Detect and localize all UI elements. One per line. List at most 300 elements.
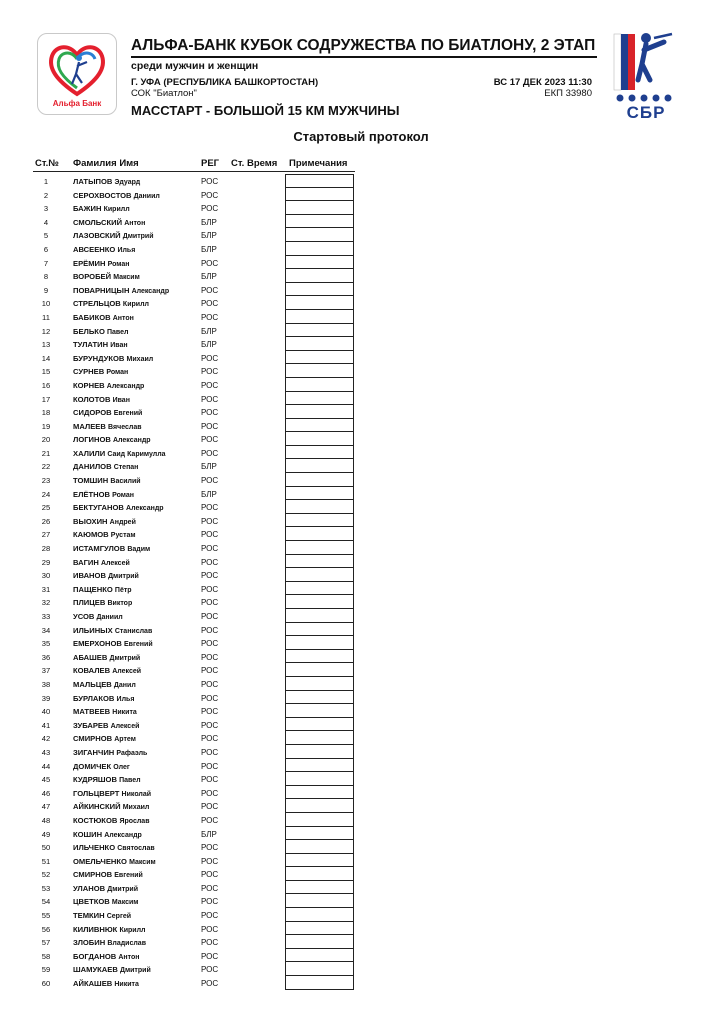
region-code: РОС: [201, 747, 219, 757]
notes-cell: [285, 324, 354, 338]
ekp-code: ЕКП 33980: [544, 88, 592, 99]
athlete-first-name: Максим: [111, 899, 139, 907]
start-number: 21: [41, 448, 51, 458]
start-number: 58: [41, 951, 51, 961]
athlete-name: [73, 408, 142, 417]
start-number: 48: [41, 815, 51, 825]
region-code: РОС: [201, 598, 219, 608]
athlete-surname: МАЛЬЦЕВ: [73, 679, 112, 689]
athlete-name: [73, 340, 128, 349]
athlete-name: [73, 381, 144, 390]
table-row: [33, 745, 355, 759]
athlete-first-name: Дмитрий: [122, 233, 154, 241]
table-row: [33, 364, 355, 378]
start-number: 59: [41, 965, 51, 975]
region-code: РОС: [201, 815, 219, 825]
region-code: РОС: [201, 557, 219, 567]
region-code: БЛР: [201, 244, 217, 254]
athlete-first-name: Рафаэль: [116, 749, 148, 757]
biathlete-icon: [612, 28, 678, 104]
notes-cell: [285, 473, 354, 487]
athlete-surname: ЛОГИНОВ: [73, 435, 111, 445]
table-row: [33, 840, 355, 854]
region-code: РОС: [201, 843, 219, 853]
start-number: 18: [41, 408, 51, 418]
region-code: РОС: [201, 544, 219, 554]
table-row: [33, 786, 355, 800]
athlete-surname: ПЛИЦЕВ: [73, 598, 106, 608]
notes-cell: [285, 364, 354, 378]
notes-cell: [285, 174, 354, 188]
region-code: РОС: [201, 503, 219, 513]
notes-cell: [285, 813, 354, 827]
athlete-first-name: Святослав: [117, 845, 155, 853]
notes-cell: [285, 555, 354, 569]
table-row: [33, 283, 355, 297]
region-code: РОС: [201, 476, 219, 486]
notes-cell: [285, 786, 354, 800]
start-number: 54: [41, 897, 51, 907]
table-row: [33, 432, 355, 446]
notes-cell: [285, 976, 354, 990]
athlete-surname: БЕЛЬКО: [73, 326, 105, 336]
region-code: РОС: [201, 979, 219, 989]
region-code: РОС: [201, 652, 219, 662]
table-row: [33, 392, 355, 406]
notes-cell: [285, 392, 354, 406]
table-row: [33, 473, 355, 487]
region-code: РОС: [201, 965, 219, 975]
region-code: РОС: [201, 584, 219, 594]
athlete-name: [73, 857, 156, 866]
athlete-first-name: Евгений: [124, 641, 153, 649]
region-code: РОС: [201, 775, 219, 785]
start-number: 2: [43, 190, 49, 200]
start-number: 45: [41, 775, 51, 785]
table-row: [33, 296, 355, 310]
region-code: РОС: [201, 720, 219, 730]
athlete-surname: АВСЕЕНКО: [73, 244, 116, 254]
start-number: 52: [41, 870, 51, 880]
start-number: 20: [41, 435, 51, 445]
start-number: 10: [41, 299, 51, 309]
notes-cell: [285, 609, 354, 623]
notes-cell: [285, 650, 354, 664]
athlete-surname: КАЮМОВ: [73, 530, 109, 540]
region-code: РОС: [201, 530, 219, 540]
athlete-surname: СМОЛЬСКИЙ: [73, 217, 123, 227]
table-row: [33, 419, 355, 433]
start-number: 42: [41, 734, 51, 744]
start-number: 55: [41, 911, 51, 921]
notes-cell: [285, 188, 354, 202]
column-header-region: РЕГ: [201, 158, 220, 169]
region-code: РОС: [201, 516, 219, 526]
athlete-name: [73, 694, 134, 703]
notes-cell: [285, 351, 354, 365]
start-number: 32: [41, 598, 51, 608]
athlete-name: [73, 666, 141, 675]
notes-cell: [285, 636, 354, 650]
athlete-first-name: Роман: [112, 491, 135, 499]
notes-cell: [285, 500, 354, 514]
notes-cell: [285, 745, 354, 759]
start-number: 1: [43, 177, 49, 186]
athlete-first-name: Иван: [112, 396, 130, 404]
athlete-name: [73, 490, 134, 499]
athlete-surname: ВЫОХИН: [73, 516, 108, 526]
event-name: МАССТАРТ - БОЛЬШОЙ 15 КМ МУЖЧИНЫ: [131, 103, 400, 118]
athlete-surname: СМИРНОВ: [73, 734, 113, 744]
athlete-name: [73, 680, 136, 689]
athlete-surname: ХАЛИЛИ: [73, 448, 106, 458]
athlete-name: [73, 598, 132, 607]
start-number: 9: [43, 285, 49, 295]
table-row: [33, 704, 355, 718]
notes-cell: [285, 772, 354, 786]
sbr-wordmark: СБР: [626, 103, 666, 122]
region-code: РОС: [201, 734, 219, 744]
athlete-name: [73, 639, 153, 648]
athlete-surname: СИДОРОВ: [73, 408, 112, 418]
athlete-surname: УСОВ: [73, 612, 95, 621]
table-row: [33, 568, 355, 582]
venue-city: Г. УФА (РЕСПУБЛИКА БАШКОРТОСТАН): [131, 77, 319, 88]
athlete-name: [73, 422, 142, 431]
athlete-first-name: Дмитрий: [109, 654, 141, 662]
region-code: РОС: [201, 856, 219, 866]
athlete-name: [73, 802, 149, 811]
region-code: РОС: [201, 666, 219, 676]
title-divider: [131, 56, 597, 58]
table-row: [33, 174, 355, 188]
athlete-name: [73, 435, 151, 444]
athlete-name: [73, 830, 142, 839]
table-row: [33, 324, 355, 338]
table-row: [33, 663, 355, 677]
notes-cell: [285, 663, 354, 677]
athlete-surname: АЙКИНСКИЙ: [73, 802, 121, 812]
region-code: БЛР: [201, 326, 217, 336]
table-row: [33, 242, 355, 256]
heart-biathlete-icon: [46, 40, 108, 98]
start-number: 38: [41, 679, 51, 689]
notes-cell: [285, 704, 354, 718]
start-number: 27: [41, 530, 51, 540]
start-number: 24: [41, 489, 51, 499]
start-number: 56: [41, 924, 51, 934]
athlete-name: [73, 884, 138, 893]
table-row: [33, 759, 355, 773]
notes-cell: [285, 840, 354, 854]
region-code: РОС: [201, 897, 219, 907]
athlete-name: [73, 775, 141, 784]
athlete-first-name: Иван: [110, 342, 128, 350]
notes-cell: [285, 459, 354, 473]
table-row: [33, 962, 355, 976]
table-row: [33, 935, 355, 949]
athlete-name: [73, 843, 155, 852]
athlete-first-name: Александр: [104, 831, 142, 839]
athlete-name: [73, 558, 130, 567]
start-number: 12: [41, 326, 51, 336]
table-row: [33, 894, 355, 908]
athlete-name: [73, 231, 154, 240]
athlete-first-name: Пётр: [114, 586, 132, 594]
region-code: РОС: [201, 951, 219, 961]
table-row: [33, 351, 355, 365]
table-row: [33, 541, 355, 555]
athlete-surname: КОСТЮКОВ: [73, 815, 118, 825]
start-number: 26: [41, 516, 51, 526]
athlete-surname: ЕРЁМИН: [73, 258, 106, 268]
region-code: РОС: [201, 204, 219, 214]
region-code: РОС: [201, 435, 219, 445]
athlete-name: [73, 530, 136, 539]
region-code: РОС: [201, 693, 219, 703]
athlete-surname: ЦВЕТКОВ: [73, 897, 110, 907]
table-row: [33, 188, 355, 202]
table-row: [33, 799, 355, 813]
athlete-surname: ЛАТЫПОВ: [73, 177, 113, 186]
athlete-name: [73, 653, 140, 662]
table-row: [33, 827, 355, 841]
region-code: РОС: [201, 612, 219, 621]
athlete-name: [73, 707, 137, 716]
region-code: БЛР: [201, 272, 217, 282]
alfa-bank-logo: [37, 33, 117, 115]
athlete-surname: ВОРОБЕЙ: [73, 272, 112, 282]
athlete-first-name: Максим: [129, 858, 156, 866]
start-number: 33: [41, 612, 51, 621]
athlete-first-name: Евгений: [114, 872, 143, 880]
athlete-first-name: Роман: [106, 369, 129, 377]
athlete-first-name: Василий: [110, 478, 141, 486]
athlete-first-name: Илья: [117, 246, 136, 254]
athlete-first-name: Вячеслав: [107, 423, 142, 431]
start-list-table: [33, 174, 355, 990]
athlete-surname: УЛАНОВ: [73, 883, 106, 893]
athlete-surname: ИВАНОВ: [73, 571, 106, 581]
table-row: [33, 514, 355, 528]
table-row: [33, 609, 355, 623]
table-row: [33, 813, 355, 827]
region-code: РОС: [201, 883, 219, 893]
athlete-first-name: Артем: [114, 736, 136, 744]
table-row: [33, 256, 355, 270]
athlete-name: [73, 191, 160, 200]
athlete-first-name: Максим: [113, 274, 140, 282]
start-number: 22: [41, 462, 51, 472]
region-code: БЛР: [201, 829, 217, 839]
notes-cell: [285, 568, 354, 582]
start-number: 31: [41, 584, 51, 594]
notes-cell: [285, 228, 354, 242]
region-code: РОС: [201, 938, 219, 948]
start-number: 53: [41, 883, 51, 893]
notes-cell: [285, 242, 354, 256]
notes-cell: [285, 949, 354, 963]
athlete-first-name: Даниил: [133, 192, 160, 200]
athlete-name: [73, 789, 151, 798]
region-code: РОС: [201, 353, 219, 363]
athlete-first-name: Никита: [112, 709, 137, 717]
athlete-surname: КОЛОТОВ: [73, 394, 111, 404]
start-number: 23: [41, 476, 51, 486]
notes-cell: [285, 446, 354, 460]
athlete-name: [73, 734, 136, 743]
sbr-logo: [612, 28, 678, 124]
athlete-name: [73, 272, 140, 281]
protocol-title: Стартовый протокол: [293, 129, 429, 144]
notes-cell: [285, 432, 354, 446]
notes-cell: [285, 201, 354, 215]
table-row: [33, 772, 355, 786]
athlete-surname: МАТВЕЕВ: [73, 707, 111, 717]
athlete-name: [73, 218, 145, 227]
athlete-first-name: Николай: [121, 790, 152, 798]
athlete-surname: ЗИГАНЧИН: [73, 747, 115, 757]
athlete-name: [73, 245, 135, 254]
athlete-first-name: Эдуард: [114, 179, 141, 186]
athlete-name: [73, 870, 143, 879]
table-row: [33, 691, 355, 705]
athlete-surname: ИЛЬИНЫХ: [73, 625, 113, 635]
start-number: 50: [41, 843, 51, 853]
table-row: [33, 908, 355, 922]
start-number: 13: [41, 340, 51, 350]
athlete-first-name: Дмитрий: [119, 967, 151, 975]
table-row: [33, 527, 355, 541]
athlete-name: [73, 354, 153, 363]
notes-cell: [285, 310, 354, 324]
table-row: [33, 446, 355, 460]
athlete-name: [73, 367, 128, 376]
athlete-first-name: Виктор: [107, 600, 133, 608]
notes-cell: [285, 894, 354, 908]
table-row: [33, 228, 355, 242]
notes-cell: [285, 405, 354, 419]
start-number: 17: [41, 394, 51, 404]
table-row: [33, 595, 355, 609]
athlete-first-name: Дмитрий: [107, 885, 139, 893]
notes-cell: [285, 256, 354, 270]
region-code: РОС: [201, 788, 219, 798]
athlete-first-name: Михаил: [122, 804, 150, 812]
notes-cell: [285, 759, 354, 773]
athlete-surname: КОШИН: [73, 829, 103, 839]
start-number: 16: [41, 380, 51, 390]
table-row: [33, 459, 355, 473]
region-code: РОС: [201, 312, 219, 322]
athlete-first-name: Степан: [113, 464, 139, 472]
athlete-first-name: Дмитрий: [108, 573, 139, 581]
notes-cell: [285, 935, 354, 949]
athlete-name: [73, 259, 130, 268]
athlete-first-name: Павел: [119, 777, 141, 785]
athlete-surname: СЕРОХВОСТОВ: [73, 190, 132, 200]
notes-cell: [285, 731, 354, 745]
athlete-surname: ШАМУКАЕВ: [73, 965, 118, 975]
notes-cell: [285, 269, 354, 283]
table-row: [33, 731, 355, 745]
start-number: 28: [41, 544, 51, 554]
region-code: РОС: [201, 394, 219, 404]
start-number: 51: [41, 856, 51, 866]
athlete-name: [73, 503, 164, 512]
athlete-surname: ПАЩЕНКО: [73, 584, 113, 594]
region-code: РОС: [201, 639, 219, 649]
athlete-first-name: Даниил: [96, 614, 123, 621]
athlete-first-name: Антон: [118, 953, 140, 961]
athlete-name: [73, 952, 140, 961]
athlete-surname: ИСТАМГУЛОВ: [73, 544, 126, 554]
start-number: 4: [43, 217, 49, 227]
start-number: 11: [42, 312, 50, 322]
athlete-surname: ЗУБАРЕВ: [73, 720, 109, 730]
start-number: 34: [41, 625, 51, 635]
start-number: 29: [41, 557, 51, 567]
athlete-first-name: Кирилл: [122, 301, 149, 309]
start-number: 47: [41, 802, 51, 812]
competition-title: АЛЬФА-БАНК КУБОК СОДРУЖЕСТВА ПО БИАТЛОНУ, 2 ЭТАП: [131, 37, 596, 54]
athlete-first-name: Александр: [131, 287, 170, 295]
region-code: РОС: [201, 707, 219, 717]
column-header-start-number: Ст.№: [35, 158, 59, 169]
athlete-name: [73, 925, 146, 934]
region-code: БЛР: [201, 462, 217, 472]
athlete-first-name: Вадим: [127, 546, 151, 554]
notes-cell: [285, 922, 354, 936]
athlete-name: [73, 585, 132, 594]
athlete-first-name: Андрей: [109, 518, 136, 526]
region-code: РОС: [201, 625, 219, 635]
athlete-surname: ПОВАРНИЦЫН: [73, 285, 130, 295]
region-code: БЛР: [201, 217, 217, 227]
notes-cell: [285, 296, 354, 310]
start-number: 40: [41, 707, 51, 717]
region-code: РОС: [201, 177, 219, 186]
notes-cell: [285, 962, 354, 976]
table-row: [33, 650, 355, 664]
athlete-surname: ИЛЬЧЕНКО: [73, 843, 116, 853]
table-header: [33, 156, 355, 171]
athlete-first-name: Никита: [114, 981, 139, 989]
start-number: 14: [41, 353, 51, 363]
region-code: РОС: [201, 870, 219, 880]
start-number: 43: [41, 747, 51, 757]
start-number: 7: [43, 258, 49, 268]
athlete-surname: ДОМИЧЕК: [73, 761, 112, 771]
start-number: 60: [41, 979, 51, 989]
athlete-surname: БОГДАНОВ: [73, 951, 117, 961]
athlete-name: [73, 449, 166, 458]
athlete-name: [73, 177, 140, 186]
region-code: РОС: [201, 367, 219, 377]
athlete-name: [73, 612, 123, 621]
table-row: [33, 949, 355, 963]
notes-cell: [285, 527, 354, 541]
athlete-name: [73, 762, 130, 771]
athlete-surname: ДАНИЛОВ: [73, 462, 112, 472]
notes-cell: [285, 718, 354, 732]
region-code: РОС: [201, 911, 219, 921]
notes-cell: [285, 854, 354, 868]
table-row: [33, 677, 355, 691]
column-header-notes: Примечания: [289, 158, 348, 169]
table-row: [33, 582, 355, 596]
notes-cell: [285, 487, 354, 501]
